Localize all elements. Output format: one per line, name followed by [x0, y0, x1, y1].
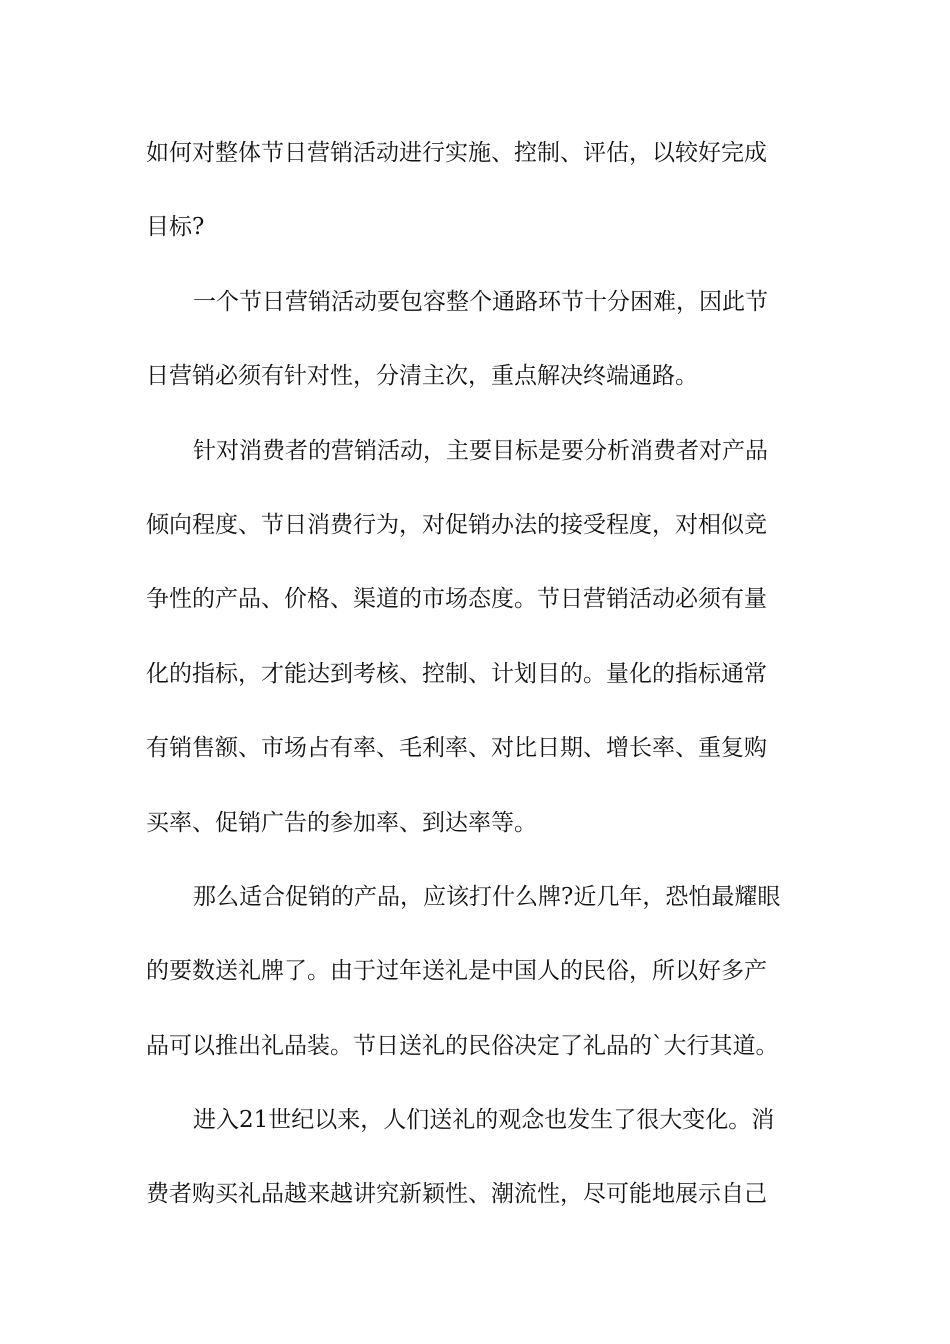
text-line: 费者购买礼品越来越讲究新颖性、潮流性，尽可能地展示自己 — [146, 1181, 767, 1208]
paragraph-start-line: 那么适合促销的产品，应该打什么牌?近几年，恐怕最耀眼 — [193, 883, 781, 910]
text-line: 品可以推出礼品装。节日送礼的民俗决定了礼品的`大行其道。 — [146, 1032, 779, 1059]
text-line: 争性的产品、价格、渠道的市场态度。节日营销活动必须有量 — [146, 586, 767, 613]
text-line: 有销售额、市场占有率、毛利率、对比日期、增长率、重复购 — [146, 735, 767, 762]
text-line: 化的指标，才能达到考核、控制、计划目的。量化的指标通常 — [146, 660, 767, 687]
text-line: 日营销必须有针对性，分清主次，重点解决终端通路。 — [146, 363, 698, 390]
text-line: 买率、促销广告的参加率、到达率等。 — [146, 809, 537, 836]
text-line: 的要数送礼牌了。由于过年送礼是中国人的民俗，所以好多产 — [146, 958, 767, 985]
paragraph-start-line: 针对消费者的营销活动，主要目标是要分析消费者对产品 — [193, 437, 768, 464]
text-line: 如何对整体节日营销活动进行实施、控制、评估，以较好完成 — [146, 140, 767, 166]
paragraph-start-line: 一个节日营销活动要包容整个通路环节十分困难，因此节 — [193, 288, 768, 315]
text-line: 倾向程度、节日消费行为，对促销办法的接受程度，对相似竞 — [146, 511, 767, 538]
paragraph-start-line: 进入21世纪以来，人们送礼的观念也发生了很大变化。消 — [193, 1107, 775, 1134]
text-line: 目标? — [146, 214, 205, 241]
document-body — [146, 126, 810, 1242]
